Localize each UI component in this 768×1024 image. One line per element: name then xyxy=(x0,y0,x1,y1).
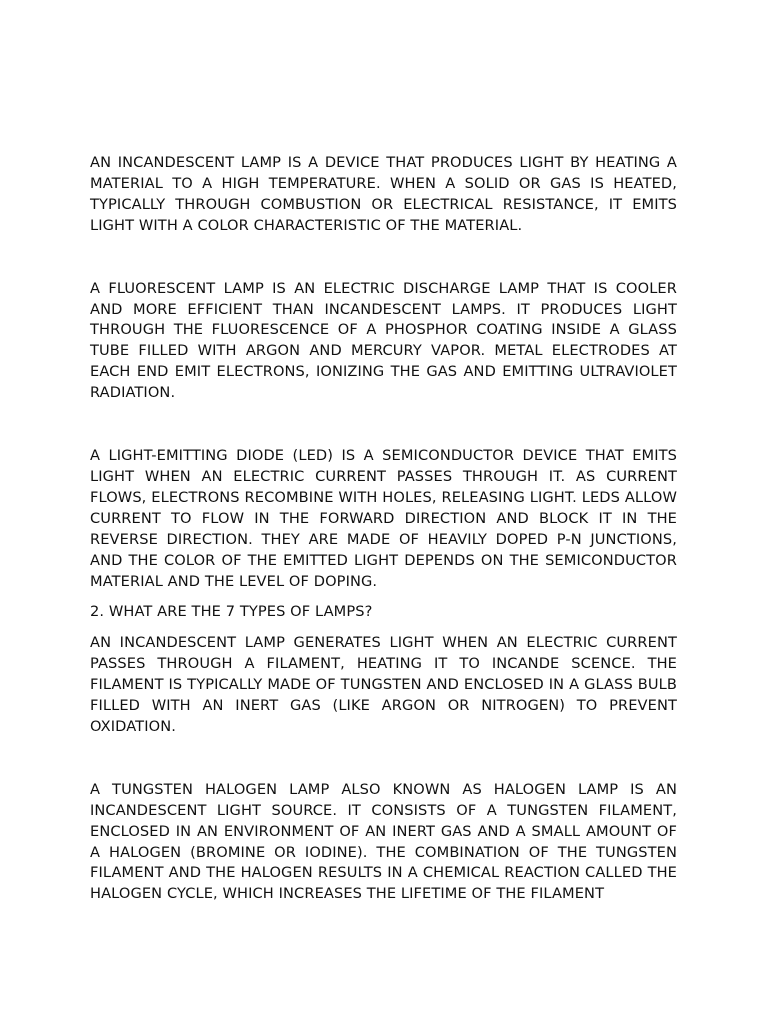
paragraph-fluorescent-lamp: A FLUORESCENT LAMP IS AN ELECTRIC DISCHARGE LAMP THAT IS COOLER AND MORE EFFICIENT THAN INCANDESCENT LAMPS. IT PRODUCES LIGHT THROUGH THE FLUORESCENCE OF A PHOSPHOR COATING INSIDE A GLASS TUBE FILLED WITH ARGON AND MERCURY VAPOR. METAL ELECTRODES AT EACH END EMIT ELECTRONS, IONIZING THE GAS AND EMITTING ULTRAVIOLET RADIATION. xyxy=(90,279,677,402)
paragraph-incandescent-filament: AN INCANDESCENT LAMP GENERATES LIGHT WHEN AN ELECTRIC CURRENT PASSES THROUGH A FILAMENT, HEATING IT TO INCANDE SCENCE. THE FILAMENT IS TYPICALLY MADE OF TUNGSTEN AND ENCLOSED IN A GLASS BULB FILLED WITH AN INERT GAS (LIKE ARGON OR NITROGEN) TO PREVENT OXIDATION. xyxy=(90,634,677,735)
paragraph-incandescent-lamp: AN INCANDESCENT LAMP IS A DEVICE THAT PRODUCES LIGHT BY HEATING A MATERIAL TO A HIGH TEMPERATURE. WHEN A SOLID OR GAS IS HEATED, TYPICALLY THROUGH COMBUSTION OR ELECTRICAL RESISTANCE, IT EMITS LIGHT WITH A COLOR CHARACTERISTIC OF THE MATERIAL. xyxy=(90,154,677,234)
paragraph-led: A LIGHT-EMITTING DIODE (LED) IS A SEMICONDUCTOR DEVICE THAT EMITS LIGHT WHEN AN ELECTRIC CURRENT PASSES THROUGH IT. AS CURRENT FLOWS, ELECTRONS RECOMBINE WITH HOLES, RELEASING LIGHT. LEDS ALLOW CURRENT TO FLOW IN THE FORWARD DIRECTION AND BLOCK IT IN THE REVERSE DIRECTION. THEY ARE MADE OF HEAVILY DOPED P-N JUNCTIONS, AND THE COLOR OF THE EMITTED LIGHT DEPENDS ON THE SEMICONDUCTOR MATERIAL AND THE LEVEL OF DOPING. xyxy=(90,447,677,590)
document-body xyxy=(90,153,677,905)
section-heading: 2. WHAT ARE THE 7 TYPES OF LAMPS? xyxy=(90,603,373,621)
paragraph-tungsten-halogen-lamp: A TUNGSTEN HALOGEN LAMP ALSO KNOWN AS HALOGEN LAMP IS AN INCANDESCENT LIGHT SOURCE. IT CONSISTS OF A TUNGSTEN FILAMENT, ENCLOSED IN AN ENVIRONMENT OF AN INERT GAS AND A SMALL AMOUNT OF A HALOGEN (BROMINE OR IODINE). THE COMBINATION OF THE TUNGSTEN FILAMENT AND THE HALOGEN RESULTS IN A CHEMICAL REACTION CALLED THE HALOGEN CYCLE, WHICH INCREASES THE LIFETIME OF THE FILAMENT xyxy=(90,780,677,903)
